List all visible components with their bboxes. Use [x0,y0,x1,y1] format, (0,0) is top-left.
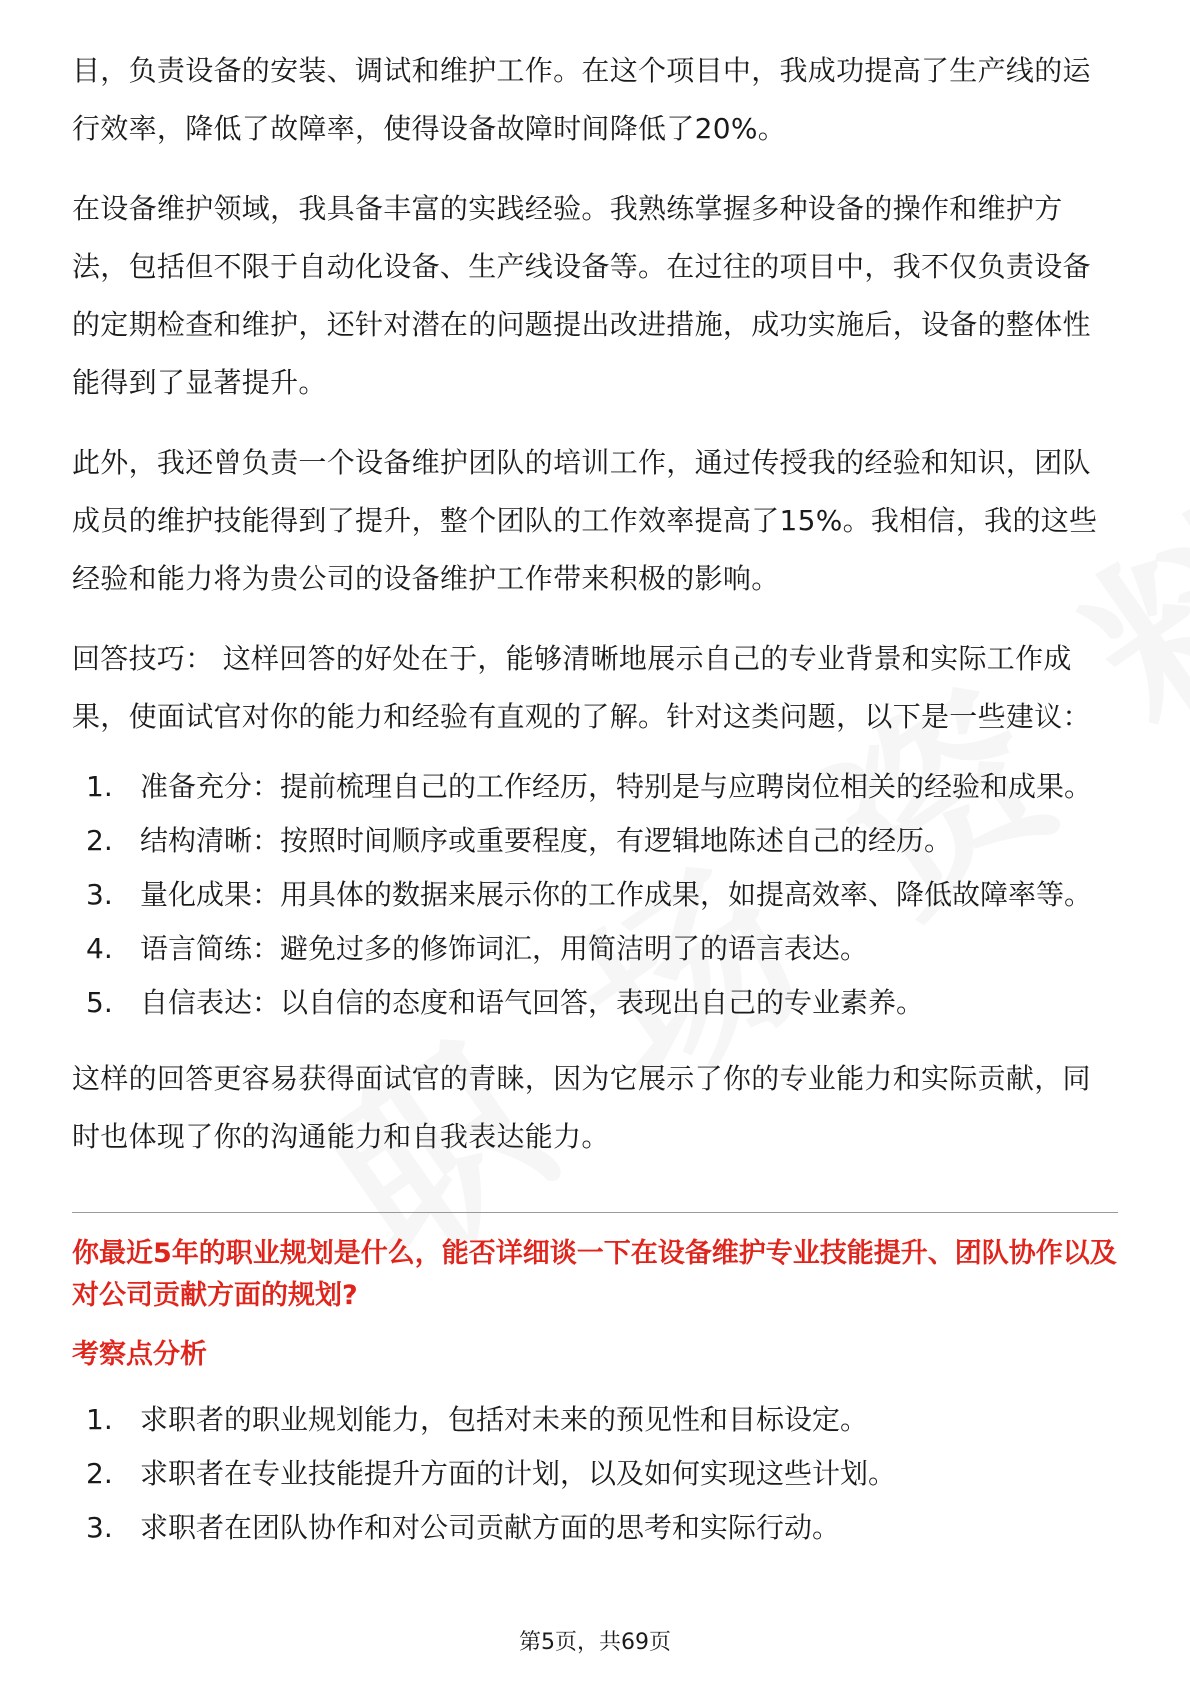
list-item [72,868,1118,922]
list-text: 结构清晰：按照时间顺序或重要程度，有逻辑地陈述自己的经历。 [140,824,953,857]
list-text: 求职者在团队协作和对公司贡献方面的思考和实际行动。 [140,1511,841,1544]
closing-paragraph: 这样的回答更容易获得面试官的青睐，因为它展示了你的专业能力和实际贡献，同时也体现了你的沟通能力和自我表达能力。 [72,1062,1091,1153]
list-text: 自信表达：以自信的态度和语气回答，表现出自己的专业素养。 [140,986,925,1019]
list-number: 2. [86,1457,113,1490]
list-item [72,1501,1118,1555]
paragraph: 在设备维护领域，我具备丰富的实践经验。我熟练掌握多种设备的操作和维护方法，包括但不限于自动化设备、生产线设备等。在过往的项目中，我不仅负责设备的定期检查和维护，还针对潜在的问题提出改进措施，成功实施后，设备的整体性能得到了显著提升。 [72,192,1091,399]
list-number: 1. [86,770,113,803]
section-divider [72,1212,1118,1213]
list-number: 3. [86,1511,113,1544]
list-number: 4. [86,932,113,965]
document-page [72,42,1118,1575]
page-footer: 第5页，共69页 [519,1630,671,1655]
list-number: 3. [86,878,113,911]
list-item [72,1393,1118,1447]
analysis-heading: 考察点分析 [72,1339,207,1370]
list-number: 1. [86,1403,113,1436]
list-text: 语言简练：避免过多的修饰词汇，用简洁明了的语言表达。 [140,932,869,965]
paragraph: 此外，我还曾负责一个设备维护团队的培训工作，通过传授我的经验和知识，团队成员的维护技能得到了提升，整个团队的工作效率提高了15%。我相信，我的这些经验和能力将为贵公司的设备维护工作带来积极的影响。 [72,446,1098,595]
list-item [72,760,1118,814]
list-text: 求职者在专业技能提升方面的计划，以及如何实现这些计划。 [140,1457,897,1490]
list-item [72,976,1118,1030]
answer-tips-paragraph: 回答技巧： 这样回答的好处在于，能够清晰地展示自己的专业背景和实际工作成果，使面试官对你的能力和经验有直观的了解。针对这类问题，以下是一些建议： [72,642,1091,733]
list-item [72,814,1118,868]
list-item [72,922,1118,976]
tips-list [72,760,1118,1030]
analysis-list [72,1393,1118,1555]
paragraph: 目，负责设备的安装、调试和维护工作。在这个项目中，我成功提高了生产线的运行效率，降低了故障率，使得设备故障时间降低了20%。 [72,54,1091,145]
interview-question: 你最近5年的职业规划是什么，能否详细谈一下在设备维护专业技能提升、团队协作以及对公司贡献方面的规划? [72,1238,1117,1311]
list-text: 准备充分：提前梳理自己的工作经历，特别是与应聘岗位相关的经验和成果。 [140,770,1093,803]
list-text: 量化成果：用具体的数据来展示你的工作成果，如提高效率、降低故障率等。 [140,878,1093,911]
list-item [72,1447,1118,1501]
list-number: 2. [86,824,113,857]
list-number: 5. [86,986,113,1019]
list-text: 求职者的职业规划能力，包括对未来的预见性和目标设定。 [140,1403,869,1436]
